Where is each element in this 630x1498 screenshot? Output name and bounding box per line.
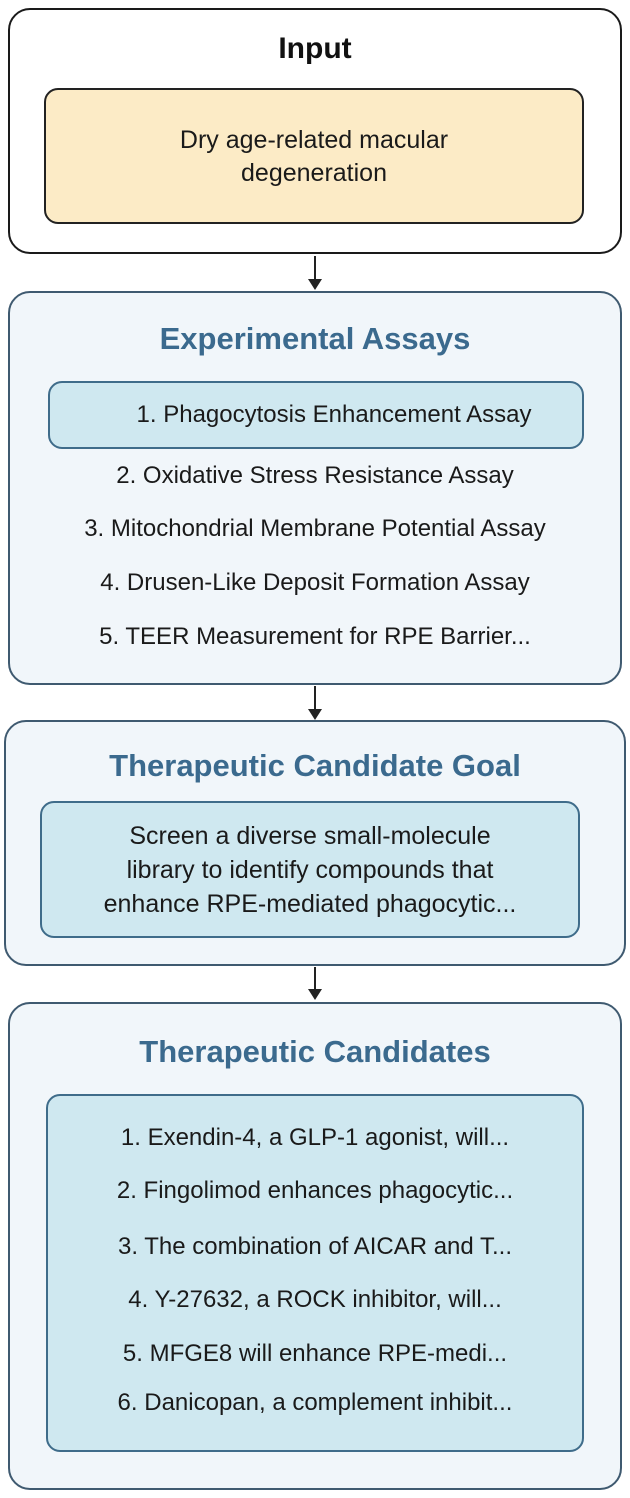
input-text-line-1: Dry age-related macular (179, 126, 449, 154)
flow-arrow-3 (305, 967, 325, 1001)
assay-item-1: 1. Phagocytosis Enhancement Assay (136, 401, 532, 428)
assay-item-4: 4. Drusen-Like Deposit Formation Assay (100, 569, 530, 596)
goal-title: Therapeutic Candidate Goal (109, 748, 521, 783)
goal-line-1: Screen a diverse small-molecule (129, 822, 491, 850)
candidate-item-4: 4. Y-27632, a ROCK inhibitor, will... (128, 1286, 502, 1313)
assay-item-2: 2. Oxidative Stress Resistance Assay (116, 462, 514, 489)
candidates-panel (8, 1002, 622, 1490)
candidates-title: Therapeutic Candidates (139, 1034, 491, 1069)
input-box (44, 88, 584, 224)
candidates-box (46, 1094, 584, 1452)
input-panel (8, 8, 622, 254)
goal-panel (4, 720, 626, 966)
input-text-line-2: degeneration (241, 159, 387, 187)
assays-panel (8, 291, 622, 685)
input-title: Input (278, 32, 352, 65)
candidate-item-6: 6. Danicopan, a complement inhibit... (117, 1389, 513, 1416)
assay-item-5: 5. TEER Measurement for RPE Barrier... (99, 623, 531, 650)
candidate-item-3: 3. The combination of AICAR and T... (117, 1233, 512, 1260)
assay-item-3: 3. Mitochondrial Membrane Potential Assay (84, 515, 546, 542)
candidate-item-5: 5. MFGE8 will enhance RPE-medi... (122, 1340, 508, 1367)
goal-box (40, 801, 580, 938)
goal-line-3: enhance RPE-mediated phagocytic... (103, 890, 517, 918)
goal-line-2: library to identify compounds that (126, 856, 494, 884)
candidate-item-2: 2. Fingolimod enhances phagocytic... (116, 1177, 514, 1204)
assays-title: Experimental Assays (159, 321, 471, 356)
flow-arrow-1 (305, 256, 325, 290)
candidate-item-1: 1. Exendin-4, a GLP-1 agonist, will... (120, 1124, 510, 1151)
flow-arrow-2 (305, 686, 325, 720)
